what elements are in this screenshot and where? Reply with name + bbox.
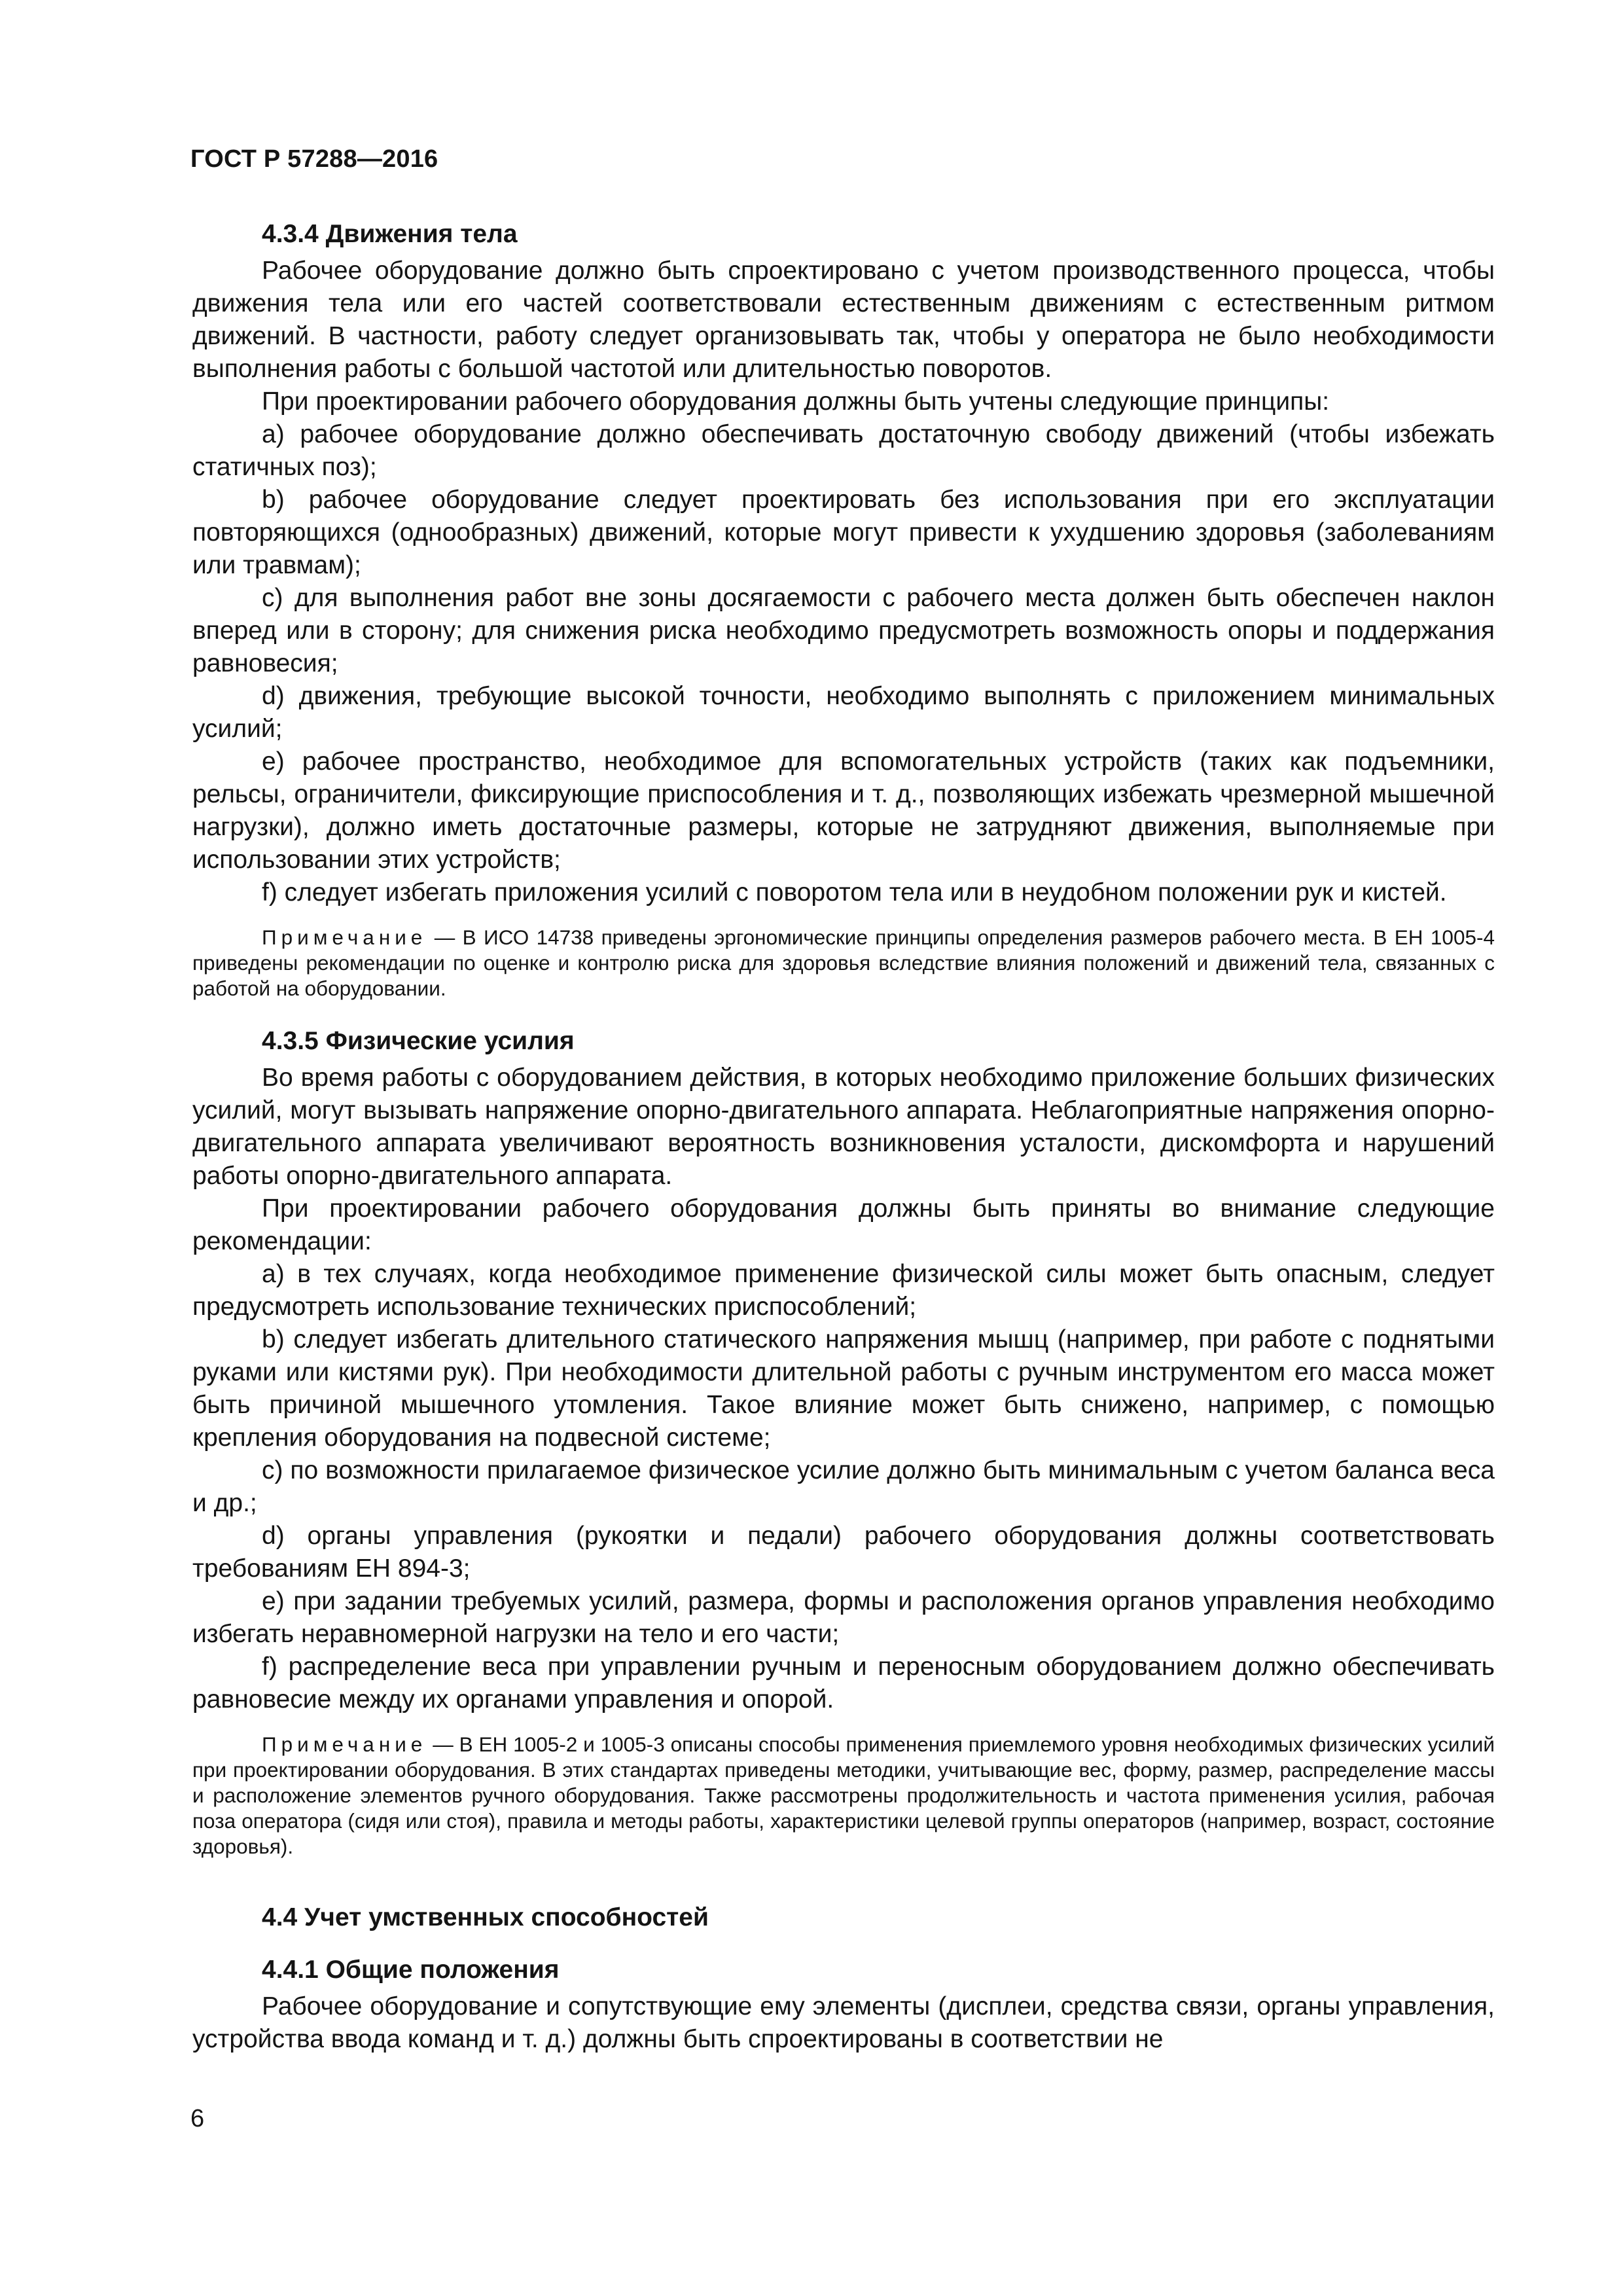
list-item: d) органы управления (рукоятки и педали) рабочего оборудования должны соответствовать требованиям ЕН 894-3;: [192, 1522, 1495, 1583]
list-item: e) при задании требуемых усилий, размера, формы и расположения органов управления необходимо избегать неравномерной нагрузки на тело и его части;: [192, 1587, 1495, 1648]
page-number: 6: [190, 2105, 205, 2132]
note-label: Примечание: [262, 1732, 427, 1756]
paragraph: При проектировании рабочего оборудования должны быть приняты во внимание следующие рекомендации:: [192, 1194, 1495, 1255]
list-item: e) рабочее пространство, необходимое для вспомогательных устройств (таких как подъемники, рельсы, ограничители, фиксирующие приспособления и т. д., позволяющих избежать чрезмерной мышечной нагрузки), должно иметь достаточные размеры, которые не затрудняют движения, выполняемые при использовании этих устройств;: [192, 747, 1495, 874]
section-4-3-5: [192, 1025, 1495, 1859]
section-4-4: [192, 1901, 1495, 1934]
paragraph: При проектировании рабочего оборудования должны быть учтены следующие принципы:: [262, 387, 1330, 416]
note-text: — В ЕН 1005-2 и 1005-3 описаны способы применения приемлемого уровня необходимых физических усилий при проектировании оборудования. В этих стандартах приведены методики, учитывающие вес, форму, размер, распределение массы и расположение элементов ручного оборудования. Также рассмотрены продолжительность и частота применения усилия, рабочая поза оператора (сидя или стоя), правила и методы работы, характеристики целевой группы операторов (например, возраст, состояние здоровья).: [192, 1732, 1495, 1858]
list-item: a) рабочее оборудование должно обеспечивать достаточную свободу движений (чтобы избежать статичных поз);: [192, 420, 1495, 481]
paragraph: Рабочее оборудование и сопутствующие ему элементы (дисплеи, средства связи, органы управления, устройства ввода команд и т. д.) должны быть спроектированы в соответствии не: [192, 1992, 1495, 2053]
list-item: c) для выполнения работ вне зоны досягаемости с рабочего места должен быть обеспечен наклон вперед или в сторону; для снижения риска необходимо предусмотреть возможность опоры и поддержания равновесия;: [192, 584, 1495, 677]
note-label: Примечание: [262, 925, 427, 949]
list-item: b) рабочее оборудование следует проектировать без использования при его эксплуатации повторяющихся (однообразных) движений, которые могут привести к ухудшению здоровья (заболеваниям или травмам);: [192, 486, 1495, 579]
section-heading: 4.3.4 Движения тела: [262, 220, 518, 248]
list-item: f) распределение веса при управлении ручным и переносным оборудованием должно обеспечивать равновесие между их органами управления и опорой.: [192, 1653, 1495, 1713]
list-item: a) в тех случаях, когда необходимое применение физической силы может быть опасным, следует предусмотреть использование технических приспособлений;: [192, 1260, 1495, 1321]
list-item: d) движения, требующие высокой точности, необходимо выполнять с приложением минимальных усилий;: [192, 682, 1495, 743]
list-item: f) следует избегать приложения усилий с поворотом тела или в неудобном положении рук и кистей.: [262, 878, 1447, 906]
list-item: c) по возможности прилагаемое физическое усилие должно быть минимальным с учетом баланса веса и др.;: [192, 1456, 1495, 1517]
note: [192, 925, 1495, 1001]
section-heading: 4.4.1 Общие положения: [262, 1956, 560, 1984]
section-heading: 4.4 Учет умственных способностей: [262, 1903, 709, 1931]
document-header: ГОСТ Р 57288—2016: [190, 145, 438, 173]
document-body: [192, 218, 1495, 2056]
section-4-4-1: [192, 1954, 1495, 2056]
paragraph: Рабочее оборудование должно быть спроектировано с учетом производственного процесса, чтобы движения тела или его частей соответствовали естественным движениям с естественным ритмом движений. В частности, работу следует организовывать так, чтобы у оператора не было необходимости выполнения работы с большой частотой или длительностью поворотов.: [192, 257, 1495, 383]
list-item: b) следует избегать длительного статического напряжения мышц (например, при работе с поднятыми руками или кистями рук). При необходимости длительной работы с ручным инструментом его масса может быть причиной мышечного утомления. Такое влияние может быть снижено, например, с помощью крепления оборудования на подвесной системе;: [192, 1325, 1495, 1452]
paragraph: Во время работы с оборудованием действия, в которых необходимо приложение больших физических усилий, могут вызывать напряжение опорно-двигательного аппарата. Неблагоприятные напряжения опорно-двигательного аппарата увеличивают вероятность возникновения усталости, дискомфорта и нарушений работы опорно-двигательного аппарата.: [192, 1064, 1495, 1190]
note-text: — В ИСО 14738 приведены эргономические принципы определения размеров рабочего места. В ЕН 1005-4 приведены рекомендации по оценке и контролю риска для здоровья вследствие влияния положений и движений тела, связанных с работой на оборудовании.: [192, 925, 1495, 1000]
section-4-3-4: [192, 218, 1495, 1001]
section-heading: 4.3.5 Физические усилия: [262, 1027, 575, 1055]
note: [192, 1732, 1495, 1859]
